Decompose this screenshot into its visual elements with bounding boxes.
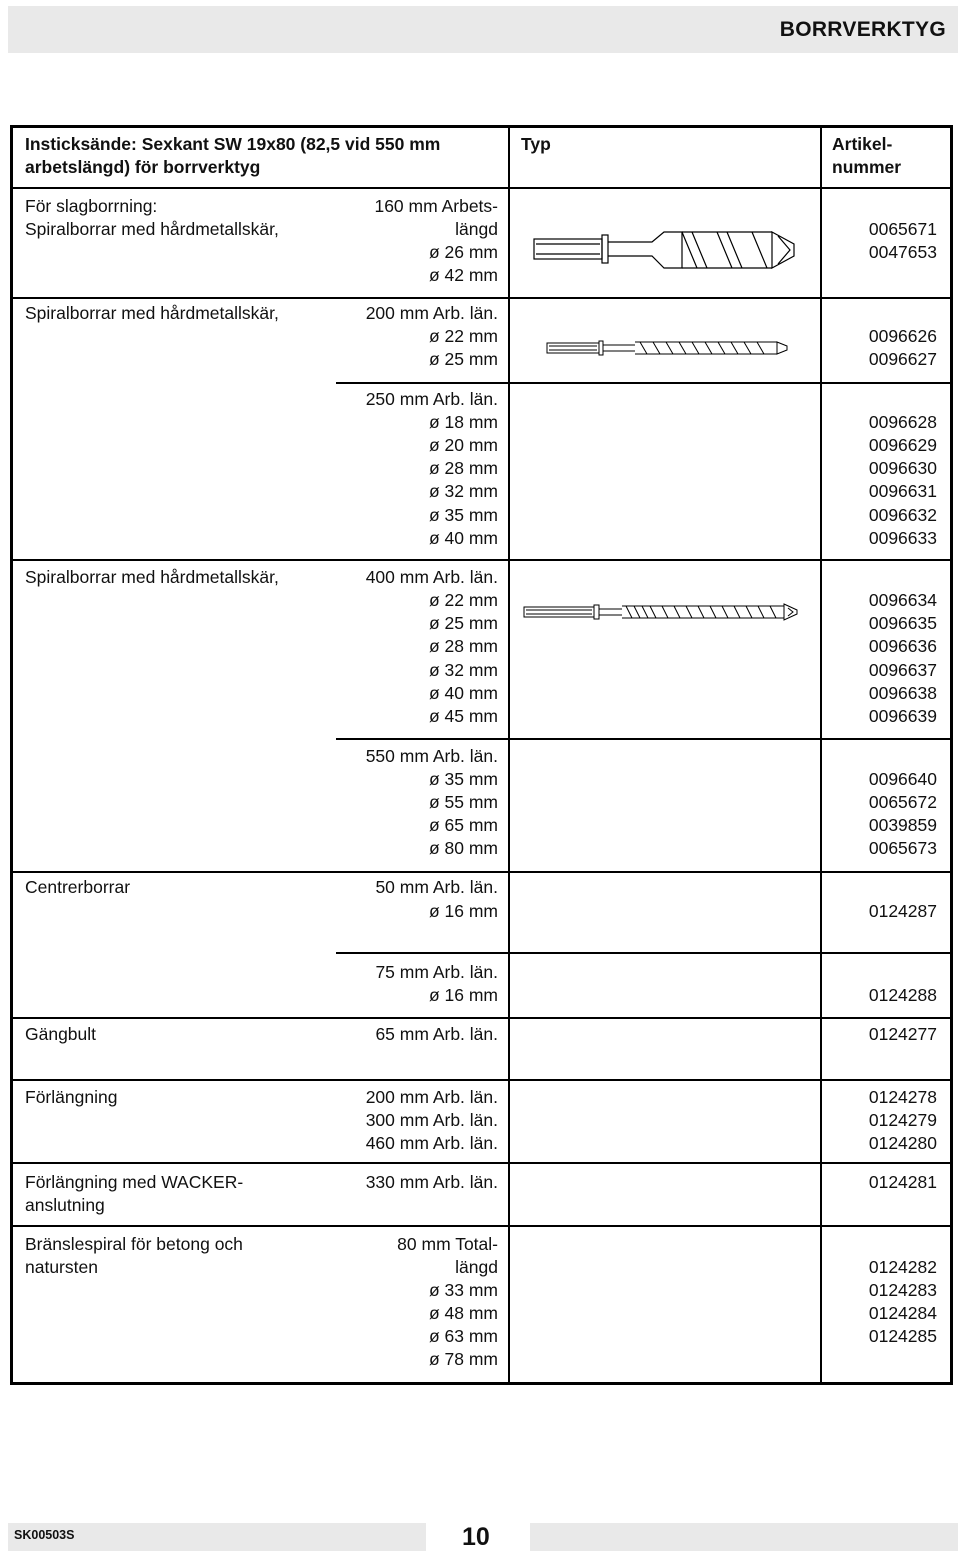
- header-article-line-2: nummer: [832, 157, 902, 177]
- row-3-spec-1: 400 mm Arb. län.: [365, 567, 498, 587]
- row-3-article-1: 0096634: [868, 590, 937, 610]
- row-3-spec-7: ø 45 mm: [428, 706, 498, 726]
- row-divider: [13, 1162, 950, 1164]
- row-8-article-1: 0124278: [868, 1087, 937, 1107]
- row-0-desc-1: För slagborrning:: [25, 196, 158, 216]
- row-divider: [336, 952, 950, 954]
- row-4-spec-4: ø 65 mm: [428, 815, 498, 835]
- page-title: BORRVERKTYG: [779, 18, 946, 41]
- row-divider: [13, 297, 950, 299]
- row-7-spec-1: 65 mm Arb. län.: [375, 1024, 498, 1044]
- footer-bar-right: [530, 1523, 958, 1551]
- row-9-desc-2: anslutning: [25, 1195, 105, 1215]
- row-2-article-6: 0096633: [868, 528, 937, 548]
- row-divider: [13, 871, 950, 873]
- row-1-spec-1: 200 mm Arb. län.: [365, 303, 498, 323]
- row-8-desc-1: Förlängning: [25, 1087, 118, 1107]
- row-7-article-1: 0124277: [868, 1024, 937, 1044]
- row-2-spec-1: 250 mm Arb. län.: [365, 389, 498, 409]
- row-divider: [13, 1079, 950, 1081]
- row-0-spec-3: ø 26 mm: [428, 242, 498, 262]
- row-6-article-1: 0124288: [868, 985, 937, 1005]
- row-10-spec-4: ø 48 mm: [428, 1303, 498, 1323]
- row-divider: [336, 738, 950, 740]
- row-4-spec-2: ø 35 mm: [428, 769, 498, 789]
- row-8-spec-1: 200 mm Arb. län.: [365, 1087, 498, 1107]
- row-10-article-3: 0124284: [868, 1303, 937, 1323]
- row-1-spec-2: ø 22 mm: [428, 326, 498, 346]
- row-10-spec-6: ø 78 mm: [428, 1349, 498, 1369]
- header-shank-line-2: arbetslängd) för borrverktyg: [25, 157, 261, 177]
- row-2-article-4: 0096631: [868, 481, 937, 501]
- row-3-spec-3: ø 25 mm: [428, 613, 498, 633]
- header-article-line-1: Artikel-: [832, 134, 893, 154]
- row-8-article-2: 0124279: [868, 1110, 937, 1130]
- row-4-spec-5: ø 80 mm: [428, 838, 498, 858]
- row-2-article-3: 0096630: [868, 458, 937, 478]
- row-3-spec-2: ø 22 mm: [428, 590, 498, 610]
- spiral-drill-400-illustration: [522, 601, 800, 623]
- row-9-spec-1: 330 mm Arb. län.: [365, 1172, 498, 1192]
- row-2-spec-7: ø 40 mm: [428, 528, 498, 548]
- row-divider: [13, 1225, 950, 1227]
- row-divider: [13, 559, 950, 561]
- row-10-desc-1: Bränslespiral för betong och: [25, 1234, 243, 1254]
- row-3-article-2: 0096635: [868, 613, 937, 633]
- row-divider: [13, 1017, 950, 1019]
- row-0-desc-2: Spiralborrar med hårdmetallskär,: [25, 219, 279, 239]
- row-2-article-1: 0096628: [868, 412, 937, 432]
- row-1-article-2: 0096627: [868, 349, 937, 369]
- row-1-desc-1: Spiralborrar med hårdmetallskär,: [25, 303, 279, 323]
- row-9-article-1: 0124281: [868, 1172, 937, 1192]
- row-3-article-3: 0096636: [868, 636, 937, 656]
- row-4-article-1: 0096640: [868, 769, 937, 789]
- row-4-article-2: 0065672: [868, 792, 937, 812]
- row-3-article-5: 0096638: [868, 683, 937, 703]
- header-shank-line-1: Insticksände: Sexkant SW 19x80 (82,5 vid 550 mm: [25, 134, 441, 154]
- row-4-spec-3: ø 55 mm: [428, 792, 498, 812]
- row-6-spec-2: ø 16 mm: [428, 985, 498, 1005]
- row-7-desc-1: Gängbult: [25, 1024, 97, 1044]
- row-4-article-3: 0039859: [868, 815, 937, 835]
- row-0-spec-2: längd: [455, 219, 498, 239]
- row-5-spec-1: 50 mm Arb. län.: [375, 877, 498, 897]
- row-2-article-2: 0096629: [868, 435, 937, 455]
- row-10-spec-2: längd: [455, 1257, 498, 1277]
- row-divider: [336, 382, 950, 384]
- row-3-spec-5: ø 32 mm: [428, 660, 498, 680]
- row-8-spec-2: 300 mm Arb. län.: [365, 1110, 498, 1130]
- row-1-spec-3: ø 25 mm: [428, 349, 498, 369]
- row-2-article-5: 0096632: [868, 505, 937, 525]
- row-3-article-4: 0096637: [868, 660, 937, 680]
- row-10-article-1: 0124282: [868, 1257, 937, 1277]
- row-8-spec-3: 460 mm Arb. län.: [365, 1133, 498, 1153]
- row-8-article-3: 0124280: [868, 1133, 937, 1153]
- row-10-desc-2: natursten: [25, 1257, 98, 1277]
- page-number: 10: [462, 1523, 490, 1551]
- row-0-spec-1: 160 mm Arbets-: [374, 196, 498, 216]
- row-4-article-4: 0065673: [868, 838, 937, 858]
- row-9-desc-1: Förlängning med WACKER-: [25, 1172, 244, 1192]
- row-10-article-2: 0124283: [868, 1280, 937, 1300]
- column-divider: [820, 128, 822, 1382]
- row-2-spec-2: ø 18 mm: [428, 412, 498, 432]
- row-4-spec-1: 550 mm Arb. län.: [365, 746, 498, 766]
- spiral-drill-200-illustration: [545, 338, 790, 358]
- spiral-drill-160-illustration: [532, 222, 800, 278]
- row-0-article-1: 0065671: [868, 219, 937, 239]
- row-2-spec-4: ø 28 mm: [428, 458, 498, 478]
- header-type: Typ: [521, 134, 551, 154]
- row-0-article-2: 0047653: [868, 242, 937, 262]
- row-10-article-4: 0124285: [868, 1326, 937, 1346]
- row-5-spec-2: ø 16 mm: [428, 901, 498, 921]
- column-divider: [508, 128, 510, 1382]
- header-divider: [13, 187, 950, 189]
- row-3-spec-4: ø 28 mm: [428, 636, 498, 656]
- row-6-spec-1: 75 mm Arb. län.: [375, 962, 498, 982]
- row-3-article-6: 0096639: [868, 706, 937, 726]
- row-2-spec-5: ø 32 mm: [428, 481, 498, 501]
- row-5-article-1: 0124287: [868, 901, 937, 921]
- row-5-desc-1: Centrerborrar: [25, 877, 131, 897]
- row-10-spec-1: 80 mm Total-: [397, 1234, 498, 1254]
- row-2-spec-3: ø 20 mm: [428, 435, 498, 455]
- row-1-article-1: 0096626: [868, 326, 937, 346]
- row-2-spec-6: ø 35 mm: [428, 505, 498, 525]
- row-3-spec-6: ø 40 mm: [428, 683, 498, 703]
- row-3-desc-1: Spiralborrar med hårdmetallskär,: [25, 567, 279, 587]
- row-10-spec-3: ø 33 mm: [428, 1280, 498, 1300]
- row-10-spec-5: ø 63 mm: [428, 1326, 498, 1346]
- row-0-spec-4: ø 42 mm: [428, 265, 498, 285]
- document-code: SK00503S: [14, 1528, 75, 1542]
